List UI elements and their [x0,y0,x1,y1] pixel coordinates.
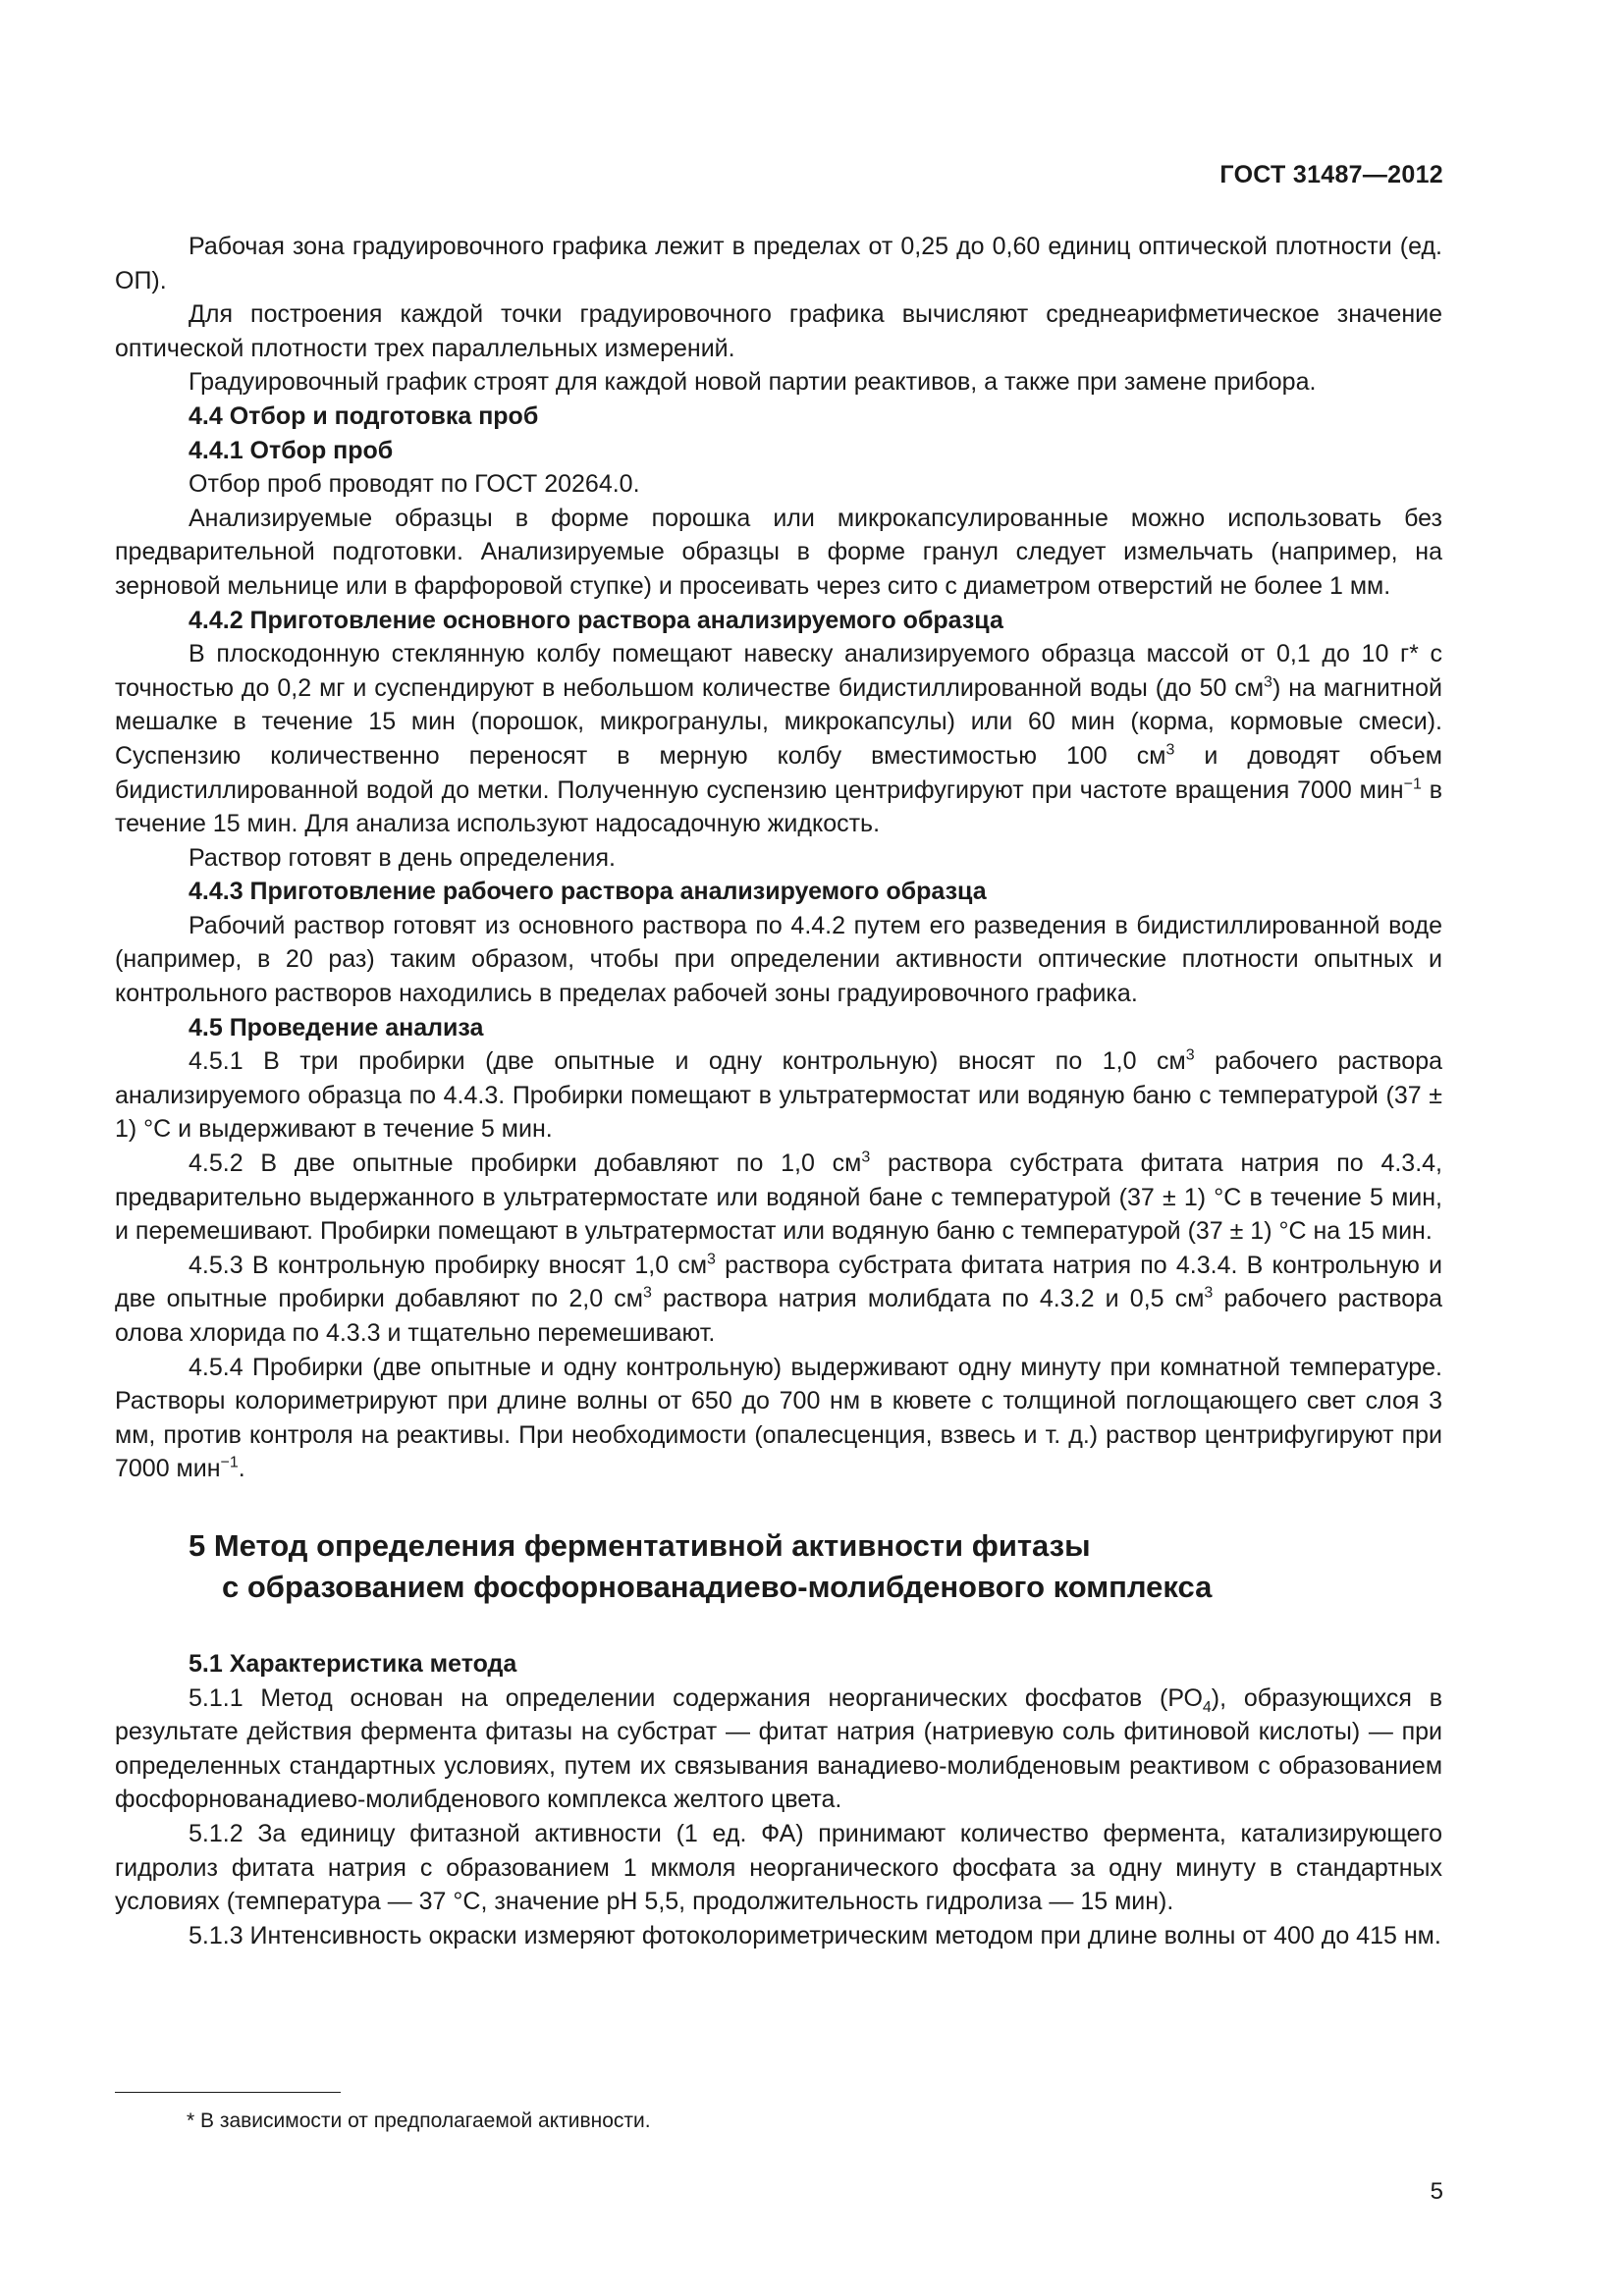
text-run: раствора субстрата фитата натрия по 4.3.4. В контрольную и две опытные пробирки добавляют по 2,0 см [115,1251,1442,1313]
paragraph: Отбор проб проводят по ГОСТ 20264.0. [189,470,640,499]
paragraph: Рабочая зона градуировочного графика лежит в пределах от 0,25 до 0,60 единиц оптической плотности (ед. ОП). [115,233,1442,294]
paragraph: Градуировочный график строят для каждой новой партии реактивов, а также при замене прибора. [189,368,1317,397]
paragraph: 5.1.2 За единицу фитазной активности (1 ед. ФА) принимают количество фермента, катализирующего гидролиз фитата натрия с образованием 1 мкмоля неорганического фосфата за одну минуту в стандартных условиях (температура — 37 °С, значение рН 5,5, продолжительность гидролиза — 15 мин). [115,1819,1442,1916]
superscript: 3 [707,1251,716,1268]
text-run: 4.5.4 Пробирки (две опытные и одну контрольную) выдерживают одну минуту при комнатной температуре. Растворы колориметрируют при длине волны от 650 до 700 нм в кювете с толщиной поглощающего свет слоя 3 мм, против контроля на реактивы. При необходимости (опалесценция, взвесь и т. д.) раствор центрифугируют при 7000 мин [115,1353,1442,1483]
section-title [115,1525,1442,1608]
subsection-heading: 4.5 Проведение анализа [189,1013,484,1041]
section-title-line: 5 Метод определения ферментативной активности фитазы [189,1527,1091,1563]
text-run: ), образующихся в результате действия фермента фитазы на субстрат — фитат натрия (натриевую соль фитиновой кислоты) — при определенных стандартных условиях, путем их связывания ванадиево-молибденовым реактивом с образованием фосфорнованадиево-молибденового комплекса желтого цвета. [115,1683,1442,1814]
text-run: и доводят объем бидистиллированной водой до метки. Полученную суспензию центрифугируют при частоте вращения 7000 мин [115,741,1442,804]
spacer [115,1608,1442,1647]
paragraph: Для построения каждой точки градуировочного графика вычисляют среднеарифметическое значение оптической плотности трех параллельных измерений. [115,300,1442,362]
superscript: −1 [1403,775,1422,793]
standard-designation: ГОСТ 31487—2012 [1219,161,1443,188]
text-run: 5.1.1 Метод основан на определении содержания неорганических фосфатов (РО [189,1683,1203,1712]
superscript: 3 [1185,1046,1195,1064]
paragraph: 5.1.3 Интенсивность окраски измеряют фотоколориметрическим методом при длине волны от 400 до 415 нм. [189,1921,1441,1949]
paragraph [115,1044,1442,1147]
text-run: ) на магнитной мешалке в течение 15 мин (порошок, микрогранулы, микрокапсулы) или 60 мин (корма, кормовые смеси). Суспензию количественно переносят в мерную колбу вместимостью 100 см [115,673,1442,770]
superscript: 3 [1165,741,1175,759]
text-run: 4.5.2 В две опытные пробирки добавляют по 1,0 см [189,1149,862,1178]
superscript: −1 [220,1455,239,1472]
document-body [115,230,1442,1952]
superscript: 3 [861,1148,871,1166]
text-run: В плоскодонную стеклянную колбу помещают навеску анализируемого образца массой от 0,1 до 10 г* с точностью до 0,2 мг и суспендируют в небольшом количестве бидистиллированной воды (до 50 см [115,640,1442,702]
text-run: 4.5.3 В контрольную пробирку вносят 1,0 см [189,1251,708,1279]
paragraph: Раствор готовят в день определения. [189,843,616,872]
text-run: . [238,1455,245,1483]
superscript: 3 [1264,673,1272,691]
paragraph [115,1147,1442,1249]
subscript: 4 [1202,1698,1212,1716]
paragraph [115,1249,1442,1351]
paragraph [115,1682,1442,1817]
spacer [115,1486,1442,1525]
section-title-line: с образованием фосфорнованадиево-молибденового комплекса [222,1569,1213,1604]
subsection-heading: 4.4 Отбор и подготовка проб [189,401,539,430]
text-run: раствора натрия молибдата по 4.3.2 и 0,5 см [651,1285,1205,1313]
superscript: 3 [1204,1285,1214,1303]
footnote: * В зависимости от предполагаемой активности. [187,2109,651,2132]
subsection-heading: 5.1 Характеристика метода [189,1649,517,1678]
text-run: рабочего раствора анализируемого образца по 4.4.3. Пробирки помещают в ультратермостат или водяную баню с температурой (37 ± 1) °С и выдерживают в течение 5 мин. [115,1047,1442,1144]
page-number: 5 [1430,2178,1443,2205]
subsection-heading: 4.4.1 Отбор проб [189,436,394,464]
paragraph: Рабочий раствор готовят из основного раствора по 4.4.2 путем его разведения в бидистиллированной воде (например, в 20 раз) таким образом, чтобы при определении активности оптические плотности опытных и контрольного растворов находились в пределах рабочей зоны градуировочного графика. [115,911,1442,1008]
paragraph [115,637,1442,841]
subsection-heading: 4.4.2 Приготовление основного раствора анализируемого образца [189,606,1003,634]
footnote-divider [115,2092,341,2093]
superscript: 3 [642,1285,652,1303]
text-run: 4.5.1 В три пробирки (две опытные и одну контрольную) вносят по 1,0 см [189,1047,1186,1076]
text-run: рабочего раствора олова хлорида по 4.3.3 и тщательно перемешивают. [115,1285,1442,1347]
paragraph [115,1351,1442,1486]
paragraph: Анализируемые образцы в форме порошка или микрокапсулированные можно использовать без предварительной подготовки. Анализируемые образцы в форме гранул следует измельчать (например, на зерновой мельнице или в фарфоровой ступке) и просеивать через сито с диаметром отверстий не более 1 мм. [115,504,1442,600]
subsection-heading: 4.4.3 Приготовление рабочего раствора анализируемого образца [189,878,987,906]
text-run: раствора субстрата фитата натрия по 4.3.4, предварительно выдержанного в ультратермостате или водяной бане с температурой (37 ± 1) °С в течение 5 мин, и перемешивают. Пробирки помещают в ультратермостат или водяную баню с температурой (37 ± 1) °С на 15 мин. [115,1149,1442,1246]
text-run: в течение 15 мин. Для анализа используют надосадочную жидкость. [115,775,1442,838]
